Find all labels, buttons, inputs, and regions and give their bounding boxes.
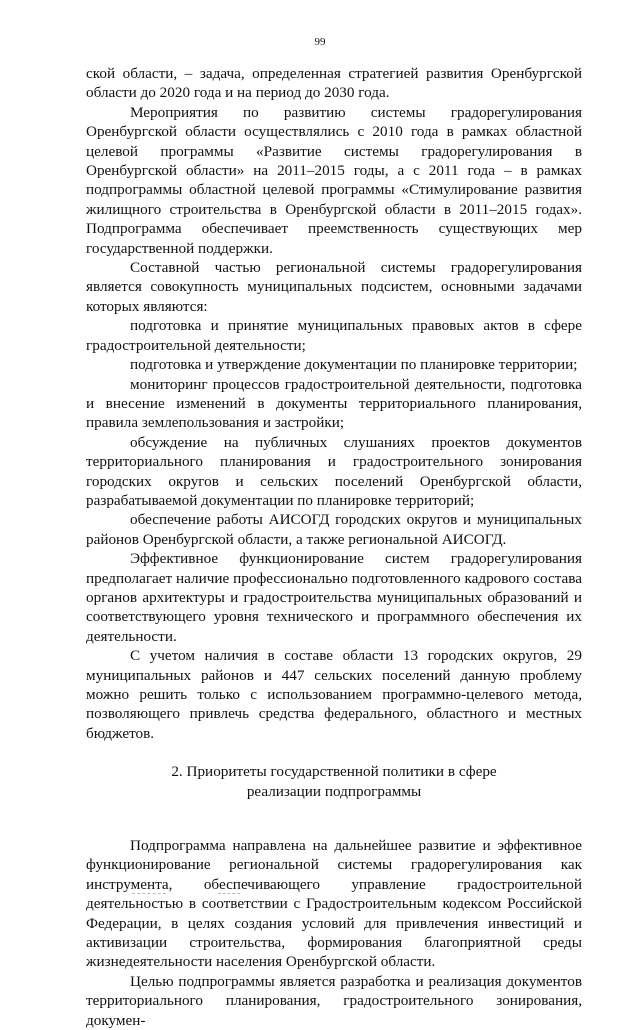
paragraph-subprogram-goal: Целью подпрограммы является разработка и реализация документов территориального планирования, градостроительного зонирования, докумен- [86, 972, 582, 1029]
document-body [86, 64, 582, 1030]
section-heading-line1: 2. Приоритеты государственной политики в сфере [171, 763, 497, 781]
section-heading [86, 762, 582, 801]
paragraph-subprogram-direction: Подпрограмма направлена на дальнейшее развитие и эффективное функционирование региональной системы градорегулирования как инструмента, обеспечивающего управление градостроительной деятельностью в соответствии с Градостроительным кодексом Российской Федерации, в целях создания условий для привлечения инвестиций и активизации строительства, формирования благоприятной среды жизнедеятельности населения Оренбургской области. [86, 837, 582, 971]
paragraph-continuation: ской области, – задача, определенная стратегией развития Оренбургской области до 2020 года и на период до 2030 года. [86, 65, 582, 102]
paragraph-measures: Мероприятия по развитию системы градорегулирования Оренбургской области осуществлялись с 2010 года в рамках областной целевой программы «Развитие системы градорегулирования в Оренбургской области» на 2011–2015 годы, а с 2011 года – в рамках подпрограммы областной целевой программы «Стимулирование развития жилищного строительства в Оренбургской области в 2011–2015 годах». Подпрограмма обеспечивает преемственность существующих мер государственной поддержки. [86, 103, 582, 257]
paragraph-effective-functioning: Эффективное функционирование систем градорегулирования предполагает наличие профессионально подготовленного кадрового состава органов архитектуры и градостроительства муниципальных образований и соответствующего уровня технического и программного обеспечения их деятельности. [86, 550, 582, 645]
scan-artifact-mark [132, 893, 166, 897]
list-item: обсуждение на публичных слушаниях проектов документов территориального планирования и градостроительного зонирования городских округов и сельских поселений Оренбургской области, разрабатываемой документации по планировке территорий; [86, 433, 582, 509]
section-heading-line2: реализации подпрограммы [246, 782, 422, 800]
paragraph-program-method: С учетом наличия в составе области 13 городских округов, 29 муниципальных районов и 447 сельских поселений данную проблему можно решить только с использованием программно-целевого метода, позволяющего привлечь средства федерального, областного и местных бюджетов. [86, 647, 582, 742]
list-item: подготовка и утверждение документации по планировке территории; [130, 356, 578, 374]
page-number: 99 [314, 36, 326, 48]
list-item: мониторинг процессов градостроительной деятельности, подготовка и внесение изменений в документы территориального планирования, правила землепользования и застройки; [86, 375, 582, 432]
list-item: обеспечение работы АИСОГД городских округов и муниципальных районов Оренбургской области, а также региональной АИСОГД. [86, 511, 582, 548]
scan-artifact-mark [218, 893, 240, 897]
list-item: подготовка и принятие муниципальных правовых актов в сфере градостроительной деятельности; [86, 317, 582, 354]
paragraph-municipal-subsystems: Составной частью региональной системы градорегулирования является совокупность муниципальных подсистем, основными задачами которых являются: [86, 259, 582, 315]
